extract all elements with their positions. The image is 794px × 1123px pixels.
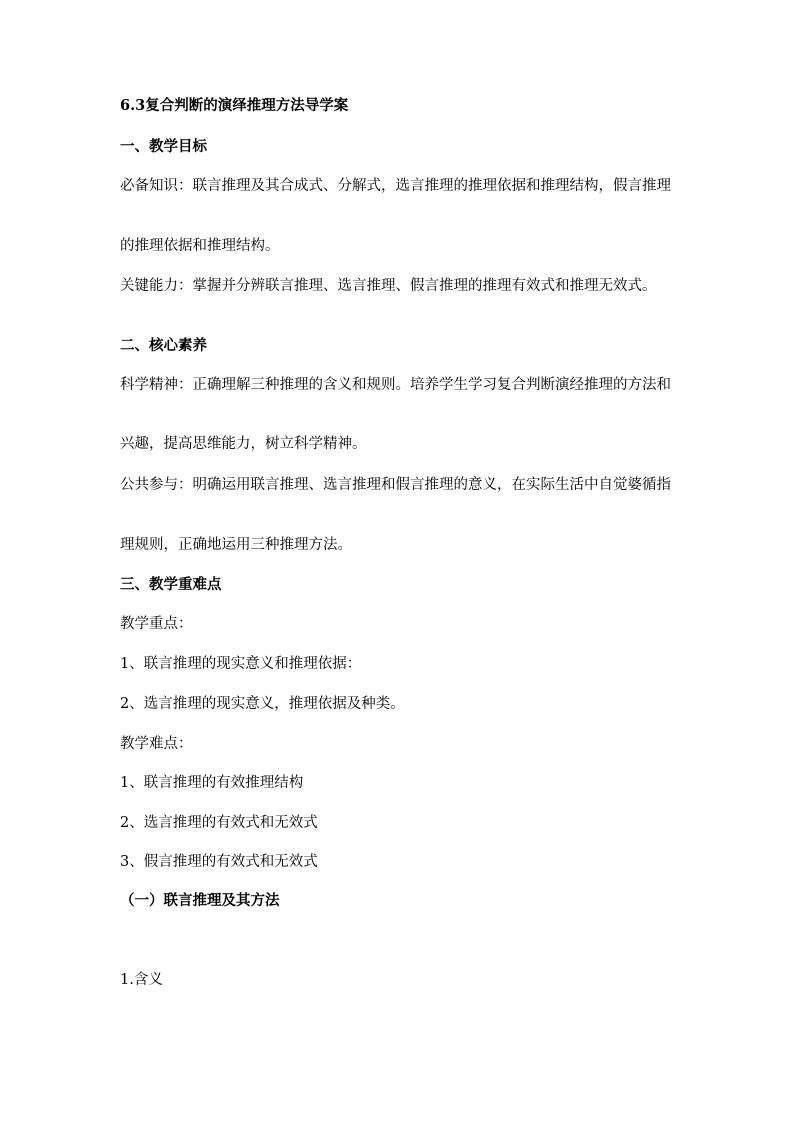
difficult-point-item: 3、假言推理的有效式和无效式 xyxy=(120,854,318,870)
paragraph-science-spirit-cont: 兴趣，提高思维能力，树立科学精神。 xyxy=(120,436,367,452)
difficult-points-label: 教学难点： xyxy=(120,736,193,752)
page-title: 6.3复合判断的演绎推理方法导学案 xyxy=(120,97,349,114)
paragraph-key-ability: 关键能力：掌握并分辨联言推理、选言推理、假言推理的推理有效式和推理无效式。 xyxy=(120,278,657,294)
section-heading-literacy: 二、核心素养 xyxy=(120,337,207,354)
paragraph-science-spirit: 科学精神：正确理解三种推理的含义和规则。培养学生学习复合判断演经推理的方法和 xyxy=(120,377,671,393)
key-points-label: 教学重点： xyxy=(120,616,193,632)
subsection-heading-conjunctive: （一）联言推理及其方法 xyxy=(120,892,280,909)
section-heading-goals: 一、教学目标 xyxy=(120,138,207,155)
paragraph-essential-knowledge: 必备知识：联言推理及其合成式、分解式，选言推理的推理依据和推理结构，假言推理 xyxy=(120,178,671,194)
paragraph-essential-knowledge-cont: 的推理依据和推理结构。 xyxy=(120,238,280,254)
section-heading-difficulty: 三、教学重难点 xyxy=(120,576,222,593)
key-point-item: 2、选言推理的现实意义，推理依据及种类。 xyxy=(120,696,405,712)
difficult-point-item: 1、联言推理的有效推理结构 xyxy=(120,775,304,791)
subsection-item-meaning: 1.含义 xyxy=(120,972,163,988)
key-point-item: 1、联言推理的现实意义和推理依据： xyxy=(120,656,362,672)
paragraph-public-participation: 公共参与：明确运用联言推理、选言推理和假言推理的意义，在实际生活中自觉婆循指 xyxy=(120,477,671,493)
difficult-point-item: 2、选言推理的有效式和无效式 xyxy=(120,815,318,831)
paragraph-public-participation-cont: 理规则，正确地运用三种推理方法。 xyxy=(120,537,352,553)
